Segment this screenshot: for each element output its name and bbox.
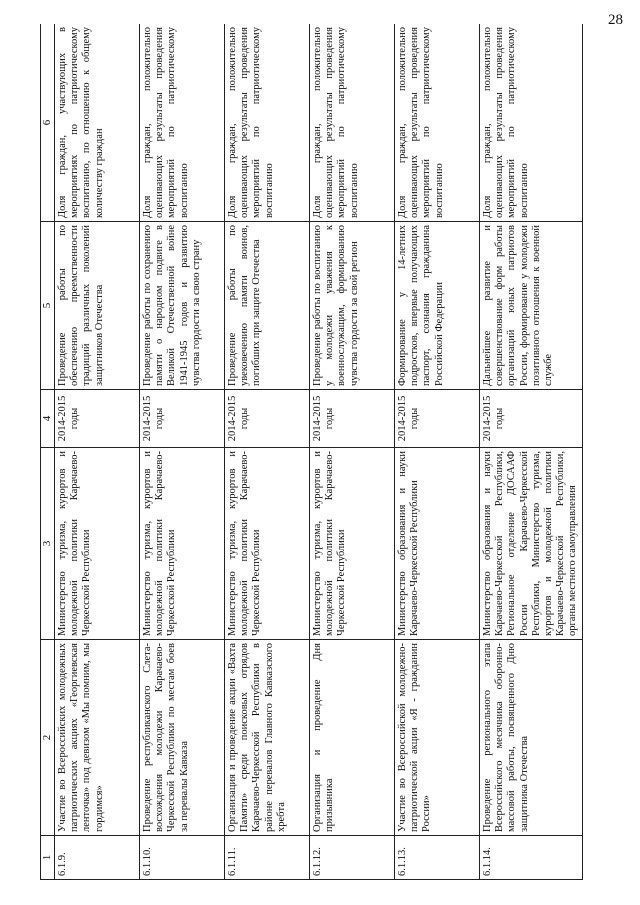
table-row	[55, 24, 140, 880]
executor: Министерство образования и науки Карачаево-Черкесской Республики, Региональное отделение ДОСААФ России Карачаево-Черкесской Республики, Министерство туризма, курортов и молодежной политики Карачаево-Черкесской Республики, органы местного самоуправления	[480, 448, 583, 640]
period: 2014-2015 годы	[225, 390, 310, 448]
column-number: 1	[41, 836, 55, 880]
item-number: 6.1.9.	[55, 836, 140, 880]
period: 2014-2015 годы	[55, 390, 140, 448]
expected-result: Дальнейшее развитие и совершенствование форм работы организаций юных патриотов России, формирование у молодежи позитивного отношения к военной службе	[480, 222, 583, 390]
event-name: Организация и проведение акции «Вахта Памяти» среди поисковых отрядов Карачаево-Черкесской Республики в районе перевалов Главного Кавказского хребта	[225, 640, 310, 836]
indicator: Доля граждан, положительно оценивающих результаты проведения мероприятий по патриотическому воспитанию	[395, 24, 480, 222]
period: 2014-2015 годы	[140, 390, 225, 448]
executor: Министерство туризма, курортов и молодежной политики Карачаево-Черкесской Республики	[55, 448, 140, 640]
executor: Министерство туризма, курортов и молодежной политики Карачаево-Черкесской Республики	[225, 448, 310, 640]
table-row	[480, 24, 583, 880]
executor: Министерство туризма, курортов и молодежной политики Карачаево-Черкесской Республики	[310, 448, 395, 640]
indicator: Доля граждан, положительно оценивающих результаты проведения мероприятий по патриотическому воспитанию	[480, 24, 583, 222]
item-number: 6.1.14.	[480, 836, 583, 880]
column-number: 5	[41, 222, 55, 390]
event-name: Участие во Всероссийских молодежных патриотических акциях «Георгиевская ленточка» под девизом «Мы помним, мы гордимся»	[55, 640, 140, 836]
period: 2014-2015 годы	[395, 390, 480, 448]
period: 2014-2015 годы	[310, 390, 395, 448]
column-number: 4	[41, 390, 55, 448]
period: 2014-2015 годы	[480, 390, 583, 448]
item-number: 6.1.13.	[395, 836, 480, 880]
event-name: Участие во Всероссийской молодежно-патриотической акции «Я - гражданин России»	[395, 640, 480, 836]
event-name: Проведение республиканского Слета-восхождения молодежи Карачаево-Черкесской Республики по местам боев за перевалы Кавказа	[140, 640, 225, 836]
indicator: Доля граждан, положительно оценивающих результаты проведения мероприятий по патриотическому воспитанию	[310, 24, 395, 222]
expected-result: Проведение работы по увековечению памяти воинов, погибших при защите Отечества	[225, 222, 310, 390]
table-row	[225, 24, 310, 880]
column-number: 6	[41, 24, 55, 222]
table-row	[395, 24, 480, 880]
expected-result: Проведение работы по обеспечению преемственности традиций различных поколений защитников Отечества	[55, 222, 140, 390]
measures-table	[40, 24, 583, 880]
column-number-row	[41, 24, 55, 880]
indicator: Доля граждан, участвующих в мероприятиях по патриотическому воспитанию, по отношению к общему количеству граждан	[55, 24, 140, 222]
executor: Министерство образования и науки Карачаево-Черкесской Республики	[395, 448, 480, 640]
table-row	[310, 24, 395, 880]
column-number: 2	[41, 640, 55, 836]
item-number: 6.1.10.	[140, 836, 225, 880]
document-table-area	[40, 24, 600, 880]
event-name: Организация и проведение Дня призывника	[310, 640, 395, 836]
executor: Министерство туризма, курортов и молодежной политики Карачаево-Черкесской Республики	[140, 448, 225, 640]
table-row	[140, 24, 225, 880]
expected-result: Проведение работы по воспитанию у молодежи уважения к военнослужащим, формированию чувства гордости за свой регион	[310, 222, 395, 390]
item-number: 6.1.11.	[225, 836, 310, 880]
column-number: 3	[41, 448, 55, 640]
item-number: 6.1.12.	[310, 836, 395, 880]
expected-result: Формирование у 14-летних подростков, впервые получающих паспорт, сознания гражданина Российской Федерации	[395, 222, 480, 390]
page-number: 28	[608, 12, 623, 28]
indicator: Доля граждан, положительно оценивающих результаты проведения мероприятий по патриотическому воспитанию	[140, 24, 225, 222]
expected-result: Проведение работы по сохранению памяти о народном подвиге в Великой Отечественной войне 1941-1945 годов и развитию чувства гордости за свою страну	[140, 222, 225, 390]
indicator: Доля граждан, положительно оценивающих результаты проведения мероприятий по патриотическому воспитанию	[225, 24, 310, 222]
event-name: Проведение регионального этапа Всероссийского месячника оборонно-массовой работы, посвященного Дню защитника Отечества	[480, 640, 583, 836]
